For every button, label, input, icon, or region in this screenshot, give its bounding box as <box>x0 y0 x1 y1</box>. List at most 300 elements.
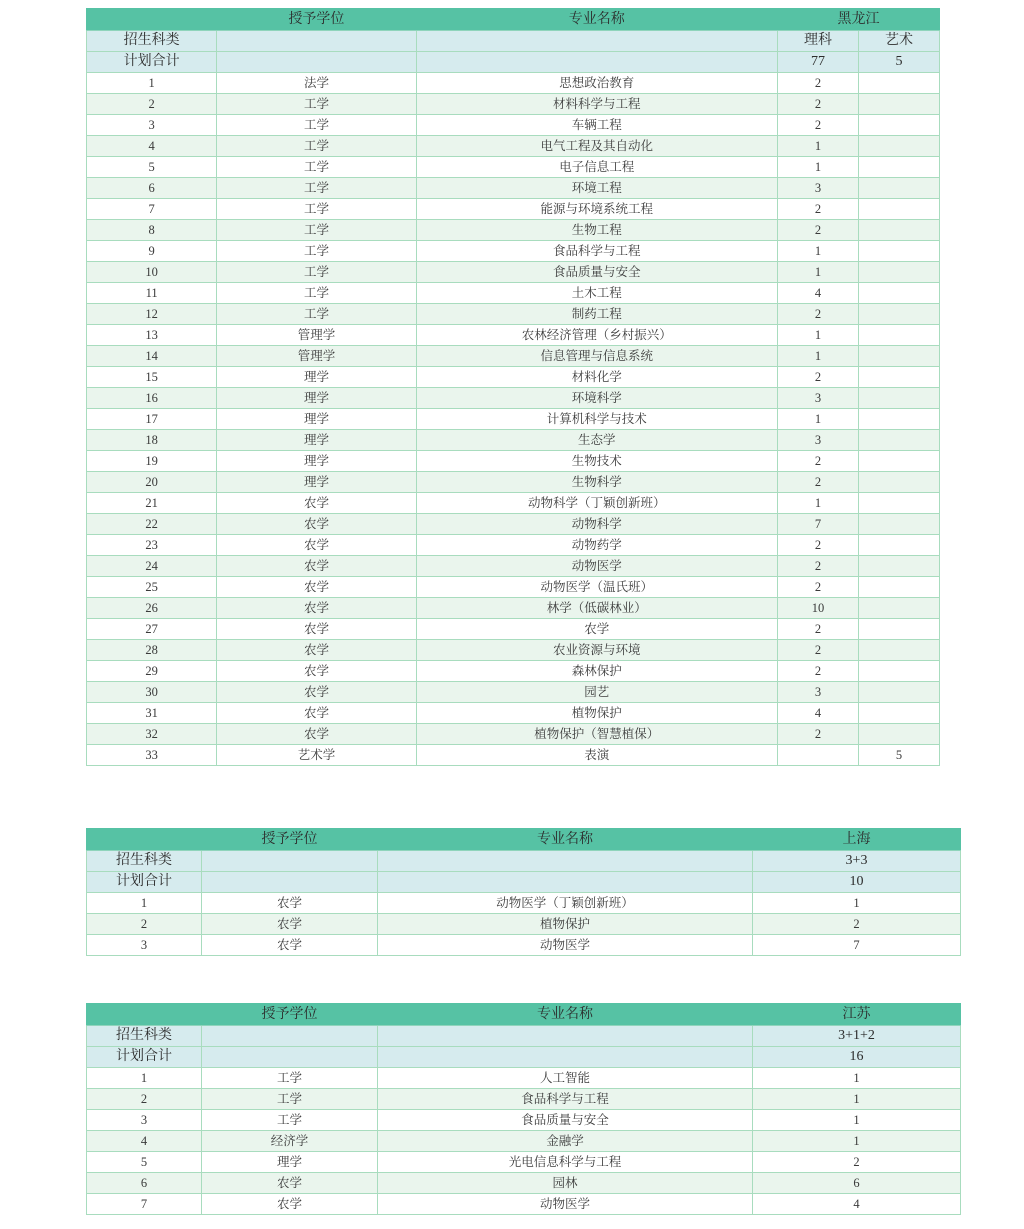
row-degree-cell: 农学 <box>217 493 416 514</box>
row-index-cell: 1 <box>87 1068 202 1089</box>
row-quota-cell-art <box>858 199 939 220</box>
row-index-cell: 6 <box>87 1173 202 1194</box>
header-province-cell: 黑龙江 <box>777 9 939 31</box>
row-major-cell: 动物医学 <box>378 935 753 956</box>
table-row <box>87 893 961 914</box>
table-row <box>87 1173 961 1194</box>
row-index-cell: 21 <box>87 493 217 514</box>
row-quota-cell-art <box>858 304 939 325</box>
admission-category-degree-cell <box>202 1026 378 1047</box>
row-degree-cell: 理学 <box>202 1152 378 1173</box>
row-major-cell: 植物保护 <box>378 914 753 935</box>
plan-total-major-cell <box>416 52 777 73</box>
header-degree-cell: 授予学位 <box>202 829 378 851</box>
row-degree-cell: 农学 <box>202 1194 378 1215</box>
row-index-cell: 16 <box>87 388 217 409</box>
admission-category-label: 招生科类 <box>87 31 217 52</box>
plan-total-degree-cell <box>202 872 378 893</box>
row-degree-cell: 工学 <box>217 94 416 115</box>
row-quota-cell: 2 <box>777 661 858 682</box>
row-index-cell: 4 <box>87 136 217 157</box>
table-row <box>87 535 940 556</box>
row-degree-cell: 农学 <box>217 556 416 577</box>
row-quota-cell-art <box>858 325 939 346</box>
row-degree-cell: 工学 <box>202 1089 378 1110</box>
row-major-cell: 植物保护 <box>416 703 777 724</box>
row-quota-cell-art <box>858 94 939 115</box>
row-degree-cell: 管理学 <box>217 346 416 367</box>
header-degree-cell: 授予学位 <box>202 1004 378 1026</box>
table-row <box>87 451 940 472</box>
row-index-cell: 29 <box>87 661 217 682</box>
row-index-cell: 18 <box>87 430 217 451</box>
table-row <box>87 724 940 745</box>
header-province-cell: 上海 <box>753 829 961 851</box>
row-degree-cell: 工学 <box>217 199 416 220</box>
table-row <box>87 1131 961 1152</box>
row-quota-cell: 7 <box>777 514 858 535</box>
table-row <box>87 94 940 115</box>
admission-category-value-like: 理科 <box>777 31 858 52</box>
row-quota-cell: 2 <box>777 577 858 598</box>
row-quota-cell: 10 <box>777 598 858 619</box>
row-index-cell: 9 <box>87 241 217 262</box>
row-index-cell: 6 <box>87 178 217 199</box>
row-index-cell: 17 <box>87 409 217 430</box>
row-quota-cell: 2 <box>777 640 858 661</box>
row-degree-cell: 理学 <box>217 388 416 409</box>
table-header-row <box>87 829 961 851</box>
row-index-cell: 8 <box>87 220 217 241</box>
plan-total-degree-cell <box>202 1047 378 1068</box>
row-major-cell: 农学 <box>416 619 777 640</box>
row-degree-cell: 理学 <box>217 367 416 388</box>
row-quota-cell: 2 <box>777 115 858 136</box>
row-quota-cell: 2 <box>777 535 858 556</box>
row-major-cell: 动物医学 <box>416 556 777 577</box>
row-major-cell: 森林保护 <box>416 661 777 682</box>
row-major-cell: 表演 <box>416 745 777 766</box>
row-quota-cell: 3 <box>777 430 858 451</box>
admission-category-row <box>87 851 961 872</box>
row-major-cell: 林学（低碳林业） <box>416 598 777 619</box>
table-row <box>87 283 940 304</box>
table-row <box>87 367 940 388</box>
table-row <box>87 409 940 430</box>
table-row <box>87 304 940 325</box>
row-major-cell: 生物科学 <box>416 472 777 493</box>
table-row <box>87 472 940 493</box>
row-degree-cell: 理学 <box>217 409 416 430</box>
enrollment-plan-table-jiangsu <box>86 1003 961 1215</box>
plan-total-row <box>87 1047 961 1068</box>
row-major-cell: 动物药学 <box>416 535 777 556</box>
row-degree-cell: 理学 <box>217 430 416 451</box>
row-index-cell: 14 <box>87 346 217 367</box>
row-index-cell: 27 <box>87 619 217 640</box>
row-major-cell: 农业资源与环境 <box>416 640 777 661</box>
row-quota-cell: 7 <box>753 935 961 956</box>
row-quota-cell-art <box>858 577 939 598</box>
row-degree-cell: 农学 <box>217 535 416 556</box>
row-major-cell: 信息管理与信息系统 <box>416 346 777 367</box>
row-quota-cell: 1 <box>777 409 858 430</box>
row-quota-cell: 2 <box>777 73 858 94</box>
row-quota-cell-art <box>858 283 939 304</box>
table-row <box>87 115 940 136</box>
admission-category-major-cell <box>378 851 753 872</box>
row-major-cell: 电气工程及其自动化 <box>416 136 777 157</box>
table-row <box>87 346 940 367</box>
table-row <box>87 682 940 703</box>
header-index-cell <box>87 1004 202 1026</box>
row-quota-cell-art <box>858 472 939 493</box>
row-major-cell: 电子信息工程 <box>416 157 777 178</box>
row-quota-cell-art <box>858 556 939 577</box>
row-major-cell: 植物保护（智慧植保） <box>416 724 777 745</box>
row-quota-cell: 4 <box>777 283 858 304</box>
row-index-cell: 20 <box>87 472 217 493</box>
table-row <box>87 1089 961 1110</box>
row-quota-cell-art <box>858 241 939 262</box>
row-quota-cell-art <box>858 73 939 94</box>
row-major-cell: 食品质量与安全 <box>416 262 777 283</box>
row-major-cell: 环境科学 <box>416 388 777 409</box>
table-row <box>87 220 940 241</box>
row-degree-cell: 农学 <box>217 661 416 682</box>
row-major-cell: 环境工程 <box>416 178 777 199</box>
row-degree-cell: 理学 <box>217 472 416 493</box>
row-quota-cell: 2 <box>777 724 858 745</box>
row-degree-cell: 工学 <box>217 157 416 178</box>
admission-category-value: 3+1+2 <box>753 1026 961 1047</box>
header-index-cell <box>87 829 202 851</box>
table-row <box>87 73 940 94</box>
row-index-cell: 19 <box>87 451 217 472</box>
admission-category-degree-cell <box>217 31 416 52</box>
row-degree-cell: 农学 <box>217 724 416 745</box>
row-quota-cell: 6 <box>753 1173 961 1194</box>
table-row <box>87 430 940 451</box>
table-row <box>87 703 940 724</box>
row-degree-cell: 工学 <box>217 115 416 136</box>
plan-total-major-cell <box>378 872 753 893</box>
enrollment-plan-table-heilongjiang <box>86 8 940 766</box>
row-index-cell: 10 <box>87 262 217 283</box>
admission-category-value: 3+3 <box>753 851 961 872</box>
row-index-cell: 3 <box>87 1110 202 1131</box>
row-degree-cell: 农学 <box>217 619 416 640</box>
table-row <box>87 514 940 535</box>
row-quota-cell: 2 <box>777 199 858 220</box>
row-quota-cell: 2 <box>777 619 858 640</box>
row-degree-cell: 法学 <box>217 73 416 94</box>
table-row <box>87 619 940 640</box>
row-degree-cell: 艺术学 <box>217 745 416 766</box>
row-major-cell: 食品科学与工程 <box>378 1089 753 1110</box>
row-quota-cell: 1 <box>777 262 858 283</box>
row-degree-cell: 农学 <box>217 703 416 724</box>
row-major-cell: 农林经济管理（乡村振兴） <box>416 325 777 346</box>
table-row <box>87 178 940 199</box>
row-degree-cell: 工学 <box>217 220 416 241</box>
row-index-cell: 4 <box>87 1131 202 1152</box>
admission-category-row <box>87 1026 961 1047</box>
row-major-cell: 动物医学（温氏班） <box>416 577 777 598</box>
row-quota-cell: 2 <box>777 367 858 388</box>
row-index-cell: 7 <box>87 199 217 220</box>
row-quota-cell-art <box>858 514 939 535</box>
row-index-cell: 28 <box>87 640 217 661</box>
row-quota-cell: 3 <box>777 682 858 703</box>
row-major-cell: 园艺 <box>416 682 777 703</box>
row-index-cell: 31 <box>87 703 217 724</box>
row-quota-cell-art <box>858 661 939 682</box>
row-quota-cell-art <box>858 682 939 703</box>
row-major-cell: 动物科学（丁颖创新班） <box>416 493 777 514</box>
row-quota-cell-art <box>858 178 939 199</box>
plan-total-degree-cell <box>217 52 416 73</box>
plan-total-row <box>87 872 961 893</box>
row-quota-cell-art <box>858 136 939 157</box>
row-major-cell: 制药工程 <box>416 304 777 325</box>
row-index-cell: 15 <box>87 367 217 388</box>
row-quota-cell: 2 <box>777 472 858 493</box>
row-index-cell: 13 <box>87 325 217 346</box>
table-row <box>87 661 940 682</box>
row-major-cell: 食品科学与工程 <box>416 241 777 262</box>
row-quota-cell-art <box>858 346 939 367</box>
table-row <box>87 199 940 220</box>
row-index-cell: 33 <box>87 745 217 766</box>
table-row <box>87 577 940 598</box>
table-row <box>87 325 940 346</box>
row-quota-cell: 2 <box>777 451 858 472</box>
row-degree-cell: 农学 <box>202 893 378 914</box>
row-index-cell: 11 <box>87 283 217 304</box>
table-row <box>87 262 940 283</box>
row-quota-cell-art <box>858 703 939 724</box>
table-row <box>87 136 940 157</box>
row-index-cell: 5 <box>87 157 217 178</box>
table-row <box>87 1152 961 1173</box>
row-major-cell: 能源与环境系统工程 <box>416 199 777 220</box>
row-quota-cell-art <box>858 388 939 409</box>
row-degree-cell: 工学 <box>202 1068 378 1089</box>
row-quota-cell: 4 <box>777 703 858 724</box>
header-index-cell <box>87 9 217 31</box>
row-major-cell: 生物技术 <box>416 451 777 472</box>
row-degree-cell: 农学 <box>217 640 416 661</box>
admission-category-row <box>87 31 940 52</box>
row-quota-cell-art <box>858 640 939 661</box>
table-row <box>87 493 940 514</box>
plan-total-label: 计划合计 <box>87 1047 202 1068</box>
row-degree-cell: 工学 <box>217 262 416 283</box>
row-major-cell: 园林 <box>378 1173 753 1194</box>
row-degree-cell: 工学 <box>217 178 416 199</box>
row-quota-cell-art <box>858 409 939 430</box>
row-major-cell: 金融学 <box>378 1131 753 1152</box>
row-quota-cell-art <box>858 220 939 241</box>
row-quota-cell-art <box>858 157 939 178</box>
row-index-cell: 5 <box>87 1152 202 1173</box>
plan-total-row <box>87 52 940 73</box>
row-quota-cell: 1 <box>753 1068 961 1089</box>
row-index-cell: 3 <box>87 115 217 136</box>
row-quota-cell: 1 <box>777 157 858 178</box>
enrollment-plan-table-shanghai <box>86 828 961 956</box>
table-row <box>87 388 940 409</box>
table-row <box>87 640 940 661</box>
row-quota-cell-art <box>858 430 939 451</box>
table-row <box>87 1110 961 1131</box>
row-quota-cell: 4 <box>753 1194 961 1215</box>
row-quota-cell: 2 <box>753 914 961 935</box>
header-province-cell: 江苏 <box>753 1004 961 1026</box>
row-degree-cell: 农学 <box>202 935 378 956</box>
plan-total-label: 计划合计 <box>87 872 202 893</box>
table-header-row <box>87 9 940 31</box>
row-index-cell: 1 <box>87 73 217 94</box>
row-index-cell: 2 <box>87 914 202 935</box>
row-major-cell: 光电信息科学与工程 <box>378 1152 753 1173</box>
row-quota-cell: 1 <box>753 1089 961 1110</box>
row-quota-cell: 2 <box>777 220 858 241</box>
table-body <box>87 1004 961 1215</box>
row-quota-cell: 1 <box>753 1131 961 1152</box>
table-body <box>87 9 940 766</box>
row-major-cell: 材料科学与工程 <box>416 94 777 115</box>
row-quota-cell: 1 <box>777 241 858 262</box>
plan-total-value-like: 77 <box>777 52 858 73</box>
row-major-cell: 动物医学（丁颖创新班） <box>378 893 753 914</box>
admission-category-value-art: 艺术 <box>858 31 939 52</box>
row-major-cell: 生态学 <box>416 430 777 451</box>
header-major-cell: 专业名称 <box>378 829 753 851</box>
row-degree-cell: 工学 <box>217 136 416 157</box>
row-index-cell: 32 <box>87 724 217 745</box>
row-quota-cell: 2 <box>777 556 858 577</box>
row-degree-cell: 农学 <box>217 514 416 535</box>
row-quota-cell: 2 <box>777 304 858 325</box>
table-row <box>87 598 940 619</box>
row-quota-cell: 1 <box>777 325 858 346</box>
plan-total-value: 10 <box>753 872 961 893</box>
admission-category-major-cell <box>378 1026 753 1047</box>
header-degree-cell: 授予学位 <box>217 9 416 31</box>
row-quota-cell: 2 <box>753 1152 961 1173</box>
table-row <box>87 914 961 935</box>
row-quota-cell: 1 <box>777 493 858 514</box>
admission-category-label: 招生科类 <box>87 851 202 872</box>
row-degree-cell: 农学 <box>202 914 378 935</box>
table-row <box>87 157 940 178</box>
admission-category-major-cell <box>416 31 777 52</box>
row-major-cell: 土木工程 <box>416 283 777 304</box>
row-major-cell: 材料化学 <box>416 367 777 388</box>
row-index-cell: 25 <box>87 577 217 598</box>
row-major-cell: 生物工程 <box>416 220 777 241</box>
table-row <box>87 241 940 262</box>
row-quota-cell: 1 <box>753 893 961 914</box>
row-index-cell: 24 <box>87 556 217 577</box>
table-row <box>87 1068 961 1089</box>
row-index-cell: 3 <box>87 935 202 956</box>
row-index-cell: 23 <box>87 535 217 556</box>
row-quota-cell: 1 <box>777 136 858 157</box>
row-quota-cell: 3 <box>777 388 858 409</box>
row-degree-cell: 工学 <box>217 304 416 325</box>
plan-total-major-cell <box>378 1047 753 1068</box>
table-header-row <box>87 1004 961 1026</box>
plan-total-value-art: 5 <box>858 52 939 73</box>
row-major-cell: 计算机科学与技术 <box>416 409 777 430</box>
row-degree-cell: 经济学 <box>202 1131 378 1152</box>
row-index-cell: 22 <box>87 514 217 535</box>
plan-total-value: 16 <box>753 1047 961 1068</box>
row-quota-cell-art <box>858 367 939 388</box>
row-major-cell: 思想政治教育 <box>416 73 777 94</box>
table-row <box>87 745 940 766</box>
row-degree-cell: 理学 <box>217 451 416 472</box>
row-major-cell: 动物医学 <box>378 1194 753 1215</box>
row-quota-cell <box>777 745 858 766</box>
row-index-cell: 30 <box>87 682 217 703</box>
row-quota-cell: 2 <box>777 94 858 115</box>
plan-total-label: 计划合计 <box>87 52 217 73</box>
row-degree-cell: 工学 <box>202 1110 378 1131</box>
row-quota-cell: 3 <box>777 178 858 199</box>
header-major-cell: 专业名称 <box>378 1004 753 1026</box>
row-quota-cell: 1 <box>777 346 858 367</box>
row-quota-cell-art <box>858 598 939 619</box>
row-major-cell: 动物科学 <box>416 514 777 535</box>
table-body <box>87 829 961 956</box>
row-quota-cell-art <box>858 493 939 514</box>
row-degree-cell: 农学 <box>217 577 416 598</box>
row-quota-cell-art <box>858 535 939 556</box>
admission-category-label: 招生科类 <box>87 1026 202 1047</box>
row-quota-cell-art <box>858 724 939 745</box>
row-index-cell: 12 <box>87 304 217 325</box>
header-major-cell: 专业名称 <box>416 9 777 31</box>
row-index-cell: 7 <box>87 1194 202 1215</box>
row-index-cell: 26 <box>87 598 217 619</box>
row-major-cell: 食品质量与安全 <box>378 1110 753 1131</box>
row-degree-cell: 工学 <box>217 241 416 262</box>
row-index-cell: 2 <box>87 1089 202 1110</box>
row-index-cell: 2 <box>87 94 217 115</box>
table-row <box>87 556 940 577</box>
row-degree-cell: 工学 <box>217 283 416 304</box>
row-quota-cell-art <box>858 451 939 472</box>
row-degree-cell: 农学 <box>217 682 416 703</box>
row-index-cell: 1 <box>87 893 202 914</box>
row-quota-cell-art <box>858 115 939 136</box>
table-row <box>87 935 961 956</box>
row-quota-cell-art <box>858 262 939 283</box>
row-quota-cell: 1 <box>753 1110 961 1131</box>
admission-category-degree-cell <box>202 851 378 872</box>
table-row <box>87 1194 961 1215</box>
row-degree-cell: 农学 <box>217 598 416 619</box>
row-quota-cell-art <box>858 619 939 640</box>
row-major-cell: 人工智能 <box>378 1068 753 1089</box>
row-degree-cell: 农学 <box>202 1173 378 1194</box>
row-degree-cell: 管理学 <box>217 325 416 346</box>
row-major-cell: 车辆工程 <box>416 115 777 136</box>
